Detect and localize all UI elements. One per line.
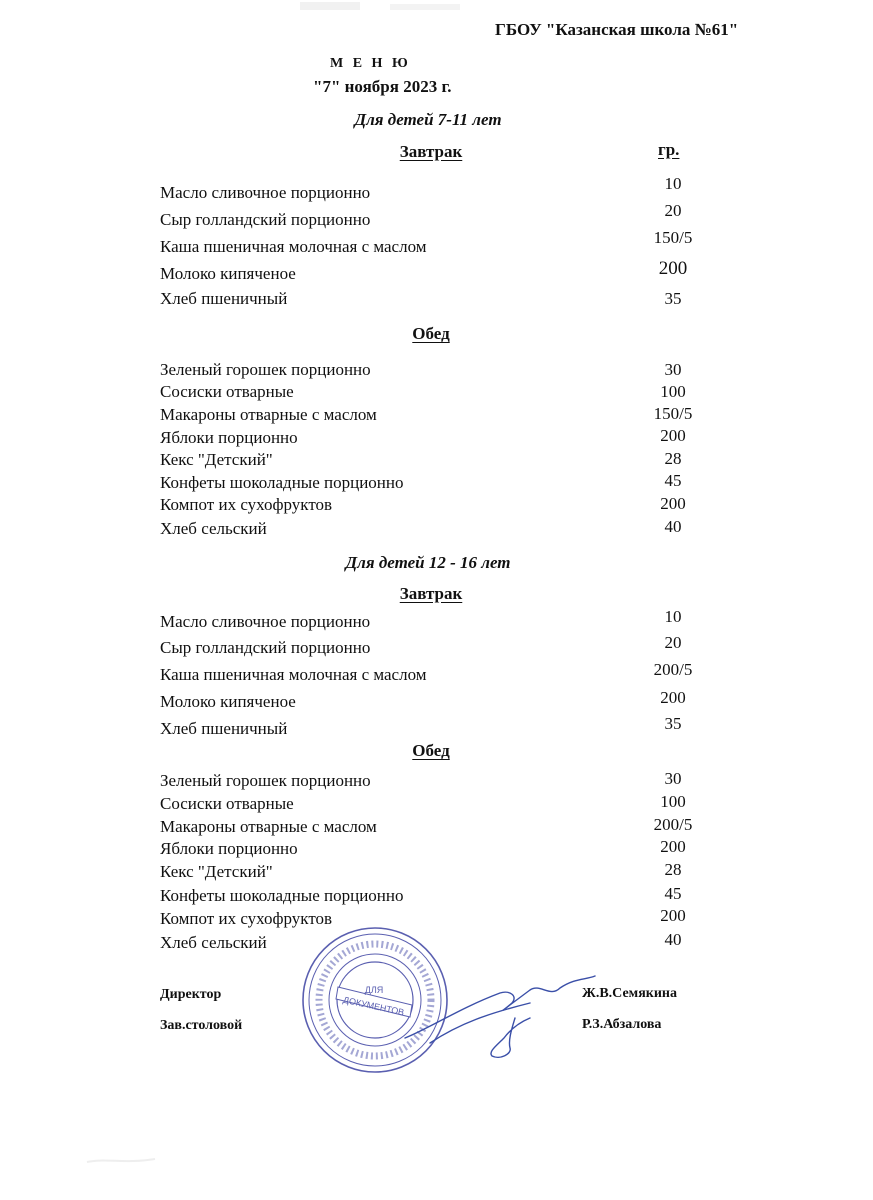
grams-column-header: гр. [658,140,680,159]
menu-item: Кекс "Детский" [160,450,273,469]
menu-item-grams: 40 [664,517,682,536]
lunch-heading: Обед [412,741,450,760]
menu-item: Сыр голландский порционно [160,638,371,657]
menu-item-grams: 28 [664,449,682,468]
menu-item: Зеленый горошек порционно [160,771,371,790]
menu-item-grams: 200 [660,426,686,445]
age-group-heading: Для детей 12 - 16 лет [345,553,511,572]
canteen-manager-role: Зав.столовой [160,1018,243,1033]
menu-item: Масло сливочное порционно [160,183,371,202]
menu-item: Конфеты шоколадные порционно [160,886,404,905]
scan-artifact-bottom [85,1150,165,1170]
menu-item: Каша пшеничная молочная с маслом [160,665,427,684]
menu-item: Хлеб пшеничный [160,289,288,308]
menu-item-grams: 45 [664,884,682,903]
menu-item: Масло сливочное порционно [160,612,371,631]
menu-item: Сосиски отварные [160,382,294,401]
lunch-heading: Обед [412,324,450,343]
canteen-manager-name: Р.З.Абзалова [582,1017,662,1032]
menu-item-grams: 200 [660,906,686,925]
director-name: Ж.В.Семякина [582,986,677,1001]
menu-item-grams: 100 [660,382,686,401]
director-signature [400,968,600,1063]
menu-item-grams: 30 [664,769,682,788]
menu-item-grams: 28 [664,860,682,879]
menu-item-grams: 150/5 [653,404,693,423]
menu-title: М Е Н Ю [330,56,411,71]
menu-item-grams: 35 [664,714,682,733]
menu-item-grams: 10 [664,174,682,193]
menu-item-grams: 200 [660,688,686,707]
svg-text:ДОКУМЕНТОВ: ДОКУМЕНТОВ [342,994,406,1018]
menu-item: Хлеб сельский [160,933,267,952]
menu-item: Каша пшеничная молочная с маслом [160,237,427,256]
menu-item: Хлеб пшеничный [160,719,288,738]
menu-date: "7" ноября 2023 г. [313,77,452,96]
menu-item-grams: 200 [658,258,688,279]
svg-text:ДЛЯ: ДЛЯ [364,985,384,995]
menu-item: Молоко кипяченое [160,264,296,283]
menu-item-grams: 35 [664,289,682,308]
menu-item: Яблоки порционно [160,839,298,858]
menu-item: Яблоки порционно [160,428,298,447]
menu-item-grams: 200/5 [653,660,693,679]
menu-item: Молоко кипяченое [160,692,296,711]
menu-item: Компот их сухофруктов [160,495,333,514]
menu-item-grams: 200 [660,837,686,856]
breakfast-heading: Завтрак [399,142,463,161]
menu-item-grams: 10 [664,607,682,626]
menu-item: Конфеты шоколадные порционно [160,473,404,492]
menu-item-grams: 200 [660,494,686,513]
menu-item: Хлеб сельский [160,519,267,538]
school-name: ГБОУ "Казанская школа №61" [495,20,739,39]
director-role: Директор [160,987,222,1002]
scan-artifact-top [300,0,500,14]
menu-item: Сосиски отварные [160,794,294,813]
menu-item-grams: 40 [664,930,682,949]
menu-item-grams: 45 [664,471,682,490]
age-group-heading: Для детей 7-11 лет [354,110,502,129]
menu-item-grams: 150/5 [653,228,693,247]
menu-item: Сыр голландский порционно [160,210,371,229]
menu-item: Макароны отварные с маслом [160,405,377,424]
menu-item-grams: 200/5 [653,815,693,834]
menu-item: Макароны отварные с маслом [160,817,377,836]
menu-item-grams: 100 [660,792,686,811]
menu-item: Компот их сухофруктов [160,909,333,928]
breakfast-heading: Завтрак [399,584,463,603]
menu-item: Кекс "Детский" [160,862,273,881]
menu-item-grams: 20 [664,633,682,652]
menu-item-grams: 20 [664,201,682,220]
menu-item: Зеленый горошек порционно [160,360,371,379]
menu-item-grams: 30 [664,360,682,379]
